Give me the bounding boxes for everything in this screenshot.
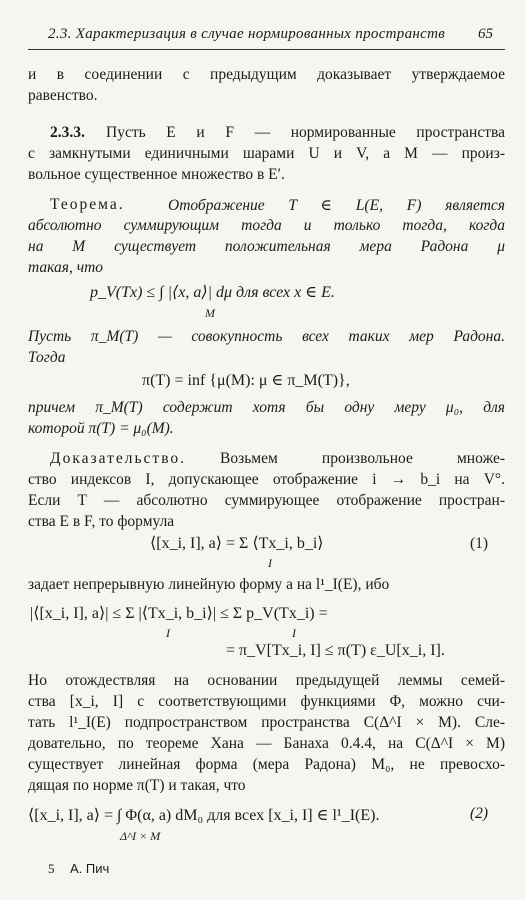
- inequality-line-1: |⟨[x_i, I], a⟩| ≤ Σ |⟨Tx_i, b_i⟩| ≤ Σ p_V(Tx_i) =: [30, 605, 328, 622]
- page-number: 65: [478, 26, 493, 42]
- proof-line-3: Если T — абсолютно суммирующее отображение простран-: [28, 492, 505, 509]
- theorem-line-1: Отображение T ∈ L(E, F) является: [168, 197, 505, 214]
- sum-index-1: I: [166, 626, 170, 640]
- formula-2-integral-domain: Δ^I × M: [120, 829, 161, 843]
- formula-2: ⟨[x_i, I], a⟩ = ∫ Φ(α, a) dM₀ для всех [x_i, I] ∈ l¹_I(E).: [28, 807, 380, 824]
- formula-1-number: (1): [470, 535, 489, 552]
- proof-text-after-1: задает непрерывную линейную форму a на l¹_I(E), ибо: [28, 576, 390, 593]
- formula-1-sum-index: I: [268, 556, 272, 570]
- section-line-2: с замкнутыми единичными шарами U и V, а M — произ-: [28, 145, 505, 162]
- para-line-5: существует линейная форма (мера Радона) M₀, не превосхо-: [28, 756, 505, 773]
- theorem-line-2: абсолютно суммирующим тогда и только тогда, когда: [28, 217, 505, 234]
- proof-line-1: Возьмем произвольное множе-: [220, 450, 505, 467]
- section-line-1: Пусть E и F — нормированные пространства: [106, 124, 505, 141]
- theorem-final-line-1: причем π_M(T) содержит хотя бы одну меру μ₀, для: [28, 399, 505, 416]
- footer-signature-number: 5: [48, 861, 55, 876]
- integral-subscript-m: M: [205, 306, 215, 320]
- para-line-3: тать l¹_I(E) подпространством пространства C(Δ^I × M). Сле-: [28, 714, 505, 731]
- footer-signature-name: А. Пич: [70, 861, 110, 876]
- sum-index-2: I: [292, 626, 296, 640]
- section-number: 2.3.3.: [50, 124, 85, 141]
- theorem-formula: p_V(Tx) ≤ ∫ |⟨x, a⟩| dμ для всех x ∈ E.: [90, 284, 335, 301]
- proof-heading: Доказательство.: [50, 450, 187, 467]
- proof-line-2: ство индексов I, допускающее отображение i → b_i на V°.: [28, 471, 505, 488]
- theorem-line-3: на M существует положительная мера Радона μ: [28, 238, 505, 255]
- para-line-4: довательно, по теореме Хана — Банаха 0.4.4, на C(Δ^I × M): [28, 735, 505, 752]
- intro-line-2: равенство.: [28, 87, 98, 104]
- formula-1: ⟨[x_i, I], a⟩ = Σ ⟨Tx_i, b_i⟩: [150, 535, 324, 552]
- theorem-final-line-2: которой π(T) = μ₀(M).: [28, 420, 174, 437]
- para-line-6: дящая по норме π(T) и такая, что: [28, 777, 246, 794]
- theorem-after-line-1: Пусть π_M(T) — совокупность всех таких мер Радона.: [28, 328, 505, 345]
- inequality-line-2: = π_V[Tx_i, I] ≤ π(T) ε_U[x_i, I].: [226, 642, 445, 659]
- section-line-3: вольное существенное множество в E′.: [28, 166, 285, 183]
- intro-line-1: и в соединении с предыдущим доказывает утверждаемое: [28, 66, 505, 83]
- formula-2-number: (2): [470, 805, 489, 822]
- pi-formula: π(T) = inf {μ(M): μ ∈ π_M(T)},: [142, 372, 350, 389]
- theorem-heading: Теорема.: [50, 196, 125, 213]
- proof-line-4: ства E в F, то формула: [28, 513, 175, 530]
- header-rule: [28, 49, 505, 50]
- para-line-1: Но отождествляя на основании предыдущей леммы семей-: [28, 672, 505, 689]
- theorem-after-line-2: Тогда: [28, 349, 66, 366]
- theorem-line-4: такая, что: [28, 259, 104, 276]
- para-line-2: ства [x_i, I] с соответствующими функциями Φ, можно счи-: [28, 693, 505, 710]
- running-title: 2.3. Характеризация в случае нормированных пространств: [48, 26, 446, 42]
